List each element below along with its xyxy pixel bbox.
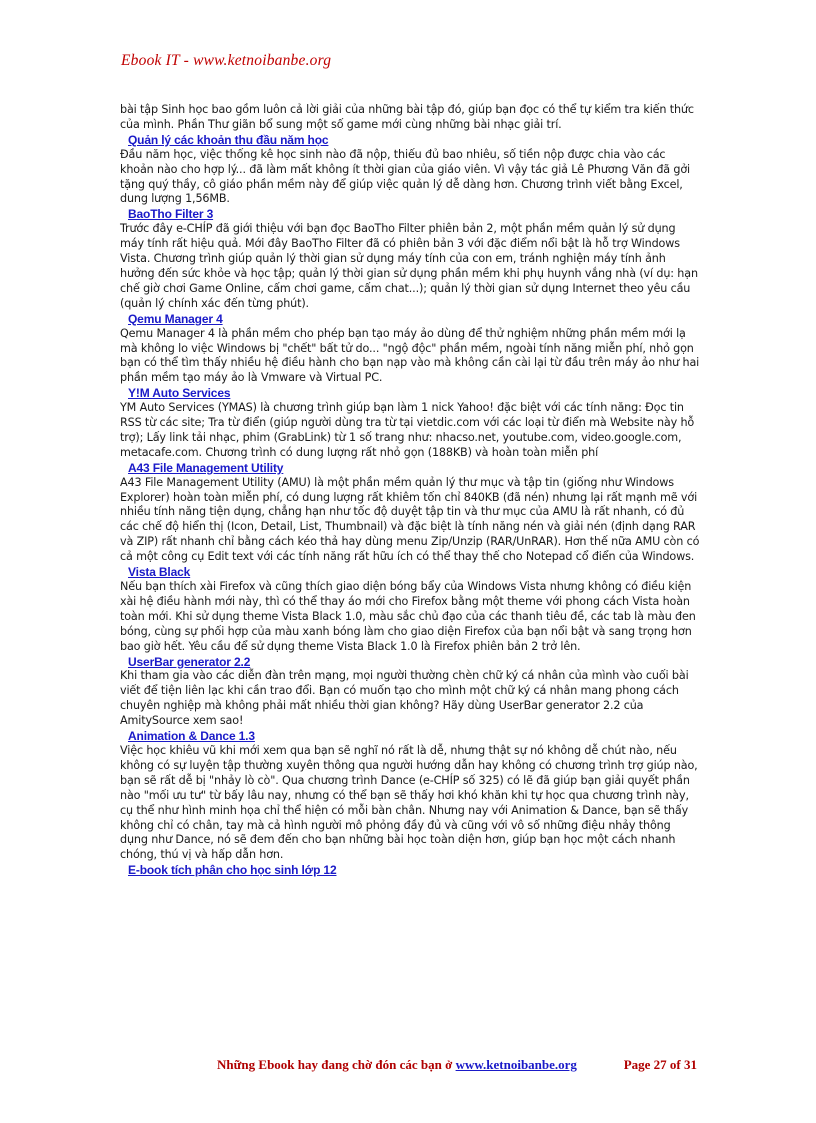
- section-title-userbar-generator[interactable]: UserBar generator 2.2: [128, 654, 251, 669]
- section-body-ym-auto-services: YM Auto Services (YMAS) là chương trình giúp bạn làm 1 nick Yahoo! đặc biệt với các tính năng: Đọc tin RSS từ các site; Tra từ điển (giúp người dùng tra từ tại vietdic.com với các loại từ điển mà Website này hỗ trợ); Lấy link tải nhạc, phim (GrabLink) từ 1 số trang như: nhacso.net, youtube.com, video.google.com, metacafe.com. Chương trình có dung lượng rất nhỏ gọn (188KB) và hoàn toàn miễn phí: [120, 401, 695, 459]
- section-body-userbar-generator: Khi tham gia vào các diễn đàn trên mạng, mọi người thường chèn chữ ký cá nhân của mình vào cuối bài viết để tiện liên lạc khi cần trao đổi. Bạn có muốn tạo cho mình một chữ ký cá nhân mang phong cách chuyên nghiệp mà không phải mất nhiều thời gian không? Hãy dùng UserBar generator 2.2 của AmitySource xem sao!: [120, 669, 689, 728]
- section-body-qemu-manager: Qemu Manager 4 là phần mềm cho phép bạn tạo máy ảo dùng để thử nghiệm những phần mềm mới lạ mà không lo việc Windows bị "chết" bất tử do... "ngộ độc" phần mềm, ngoài tính năng miễn phí, nhỏ gọn bạn có thể tìm thấy nhiều hệ điều hành cho bạn nạp vào mà không cần cài lại từ đầu trên máy ảo như hai phần mềm tạo máy ảo là Vmware và Virtual PC.: [120, 326, 700, 385]
- page-footer: [217, 1057, 697, 1073]
- section-title-vista-black[interactable]: Vista Black: [128, 565, 191, 580]
- section-title-animation-dance[interactable]: Animation & Dance 1.3: [128, 729, 255, 744]
- page-content: [120, 103, 700, 878]
- footer-text: Những Ebook hay đang chờ đón các bạn ở: [217, 1057, 456, 1072]
- section-body-a43-file-management: A43 File Management Utility (AMU) là một phần mềm quản lý thư mục và tập tin (giống như Windows Explorer) hoàn toàn miễn phí, có dung lượng rất khiêm tốn chỉ 840KB (đã nén) nhưng lại rất mạnh mẽ với nhiều tính năng tiện dụng, chẳng hạn như tốc độ duyệt tập tin và thư mục của AMU là rất nhanh, có đủ các chế độ hiển thị (Icon, Detail, List, Thumbnail) và đặc biệt là tính năng nén và giải nén (định dạng RAR và ZIP) rất nhanh chỉ bằng cách kéo thả hay dùng menu Zip/Unzip (RAR/UnRAR). Hơn thế nữa AMU còn có cả một công cụ Edit text với các tính năng rất hữu ích có thể thay thế cho Notepad cổ điển của Windows.: [120, 475, 700, 564]
- footer-link[interactable]: www.ketnoibanbe.org: [455, 1057, 577, 1072]
- intro-paragraph: bài tập Sinh học bao gồm luôn cả lời giải của những bài tập đó, giúp bạn đọc có thể tự kiểm tra kiến thức của mình. Phần Thư giãn bổ sung một số game mới cùng những bài nhạc giải trí.: [120, 103, 694, 131]
- page-header: Ebook IT - www.ketnoibanbe.org: [121, 52, 332, 69]
- section-body-animation-dance: Việc học khiêu vũ khi mới xem qua bạn sẽ nghĩ nó rất là dễ, nhưng thật sự nó không dễ chút nào, nếu không có sự luyện tập thường xuyên thông qua người hướng dẫn hay không có chương trình trợ giúp nào, bạn sẽ rất dễ bị "nhảy lò cò". Qua chương trình Dance (e-CHÍP số 325) có lẽ đã giúp bạn giải quyết phần nào "mối ưu tư" từ bấy lâu nay, nhưng có thể bạn sẽ thấy hơi khó khăn khi tự học qua chương trình này, cụ thể như hình minh họa chỉ thể hiện có mỗi bàn chân. Nhưng nay với Animation & Dance, bạn sẽ thấy không chỉ có chân, tay mà cả hình người mô phỏng đầy đủ và cũng với vô số những điệu nhảy thông dụng như Dance, nó sẽ đem đến cho bạn những bài học toàn diện hơn, giúp bạn học một cách nhanh chóng, thú vị và hấp dẫn hơn.: [120, 743, 698, 862]
- section-title-ebook-integral[interactable]: E-book tích phân cho học sinh lớp 12: [128, 863, 337, 878]
- section-title-qemu-manager[interactable]: Qemu Manager 4: [128, 311, 223, 326]
- section-title-baotho-filter[interactable]: BaoTho Filter 3: [128, 207, 214, 222]
- section-body-tuition: Đầu năm học, việc thống kê học sinh nào đã nộp, thiếu đủ bao nhiêu, số tiền nộp được chia vào các khoản nào cho hợp lý... đã làm mất không ít thời gian của giáo viên. Vì vậy tác giả Lê Phương Văn đã gởi tặng quý thầy, cô giáo phần mềm này để giúp việc quản lý dễ dàng hơn. Chương trình viết bằng Excel, dung lượng 1,56MB.: [120, 147, 690, 206]
- section-title-ym-auto-services[interactable]: Y!M Auto Services: [128, 386, 231, 401]
- section-title-a43-file-management[interactable]: A43 File Management Utility: [128, 460, 284, 475]
- section-body-vista-black: Nếu bạn thích xài Firefox và cũng thích giao diện bóng bẩy của Windows Vista nhưng không có điều kiện xài hệ điều hành mới này, thì có thể thay áo mới cho Firefox bằng một theme với phong cách Vista hoàn toàn mới. Khi sử dụng theme Vista Black 1.0, màu sắc chủ đạo của các thanh tiêu đề, các tab là màu đen bóng, cùng sự phối hợp của màu xanh bóng làm cho giao diện Firefox của bạn nổi bật và sang trọng hơn bao giờ hết. Yêu cầu để sử dụng theme Vista Black 1.0 là Firefox phiên bản 2 trở lên.: [120, 580, 696, 653]
- page-number: Page 27 of 31: [623, 1057, 697, 1072]
- section-title-tuition[interactable]: Quản lý các khoản thu đầu năm học: [128, 132, 329, 147]
- section-body-baotho-filter: Trước đây e-CHÍP đã giới thiệu với bạn đọc BaoTho Filter phiên bản 2, một phần mềm quản lý sử dụng máy tính rất hiệu quả. Mới đây BaoTho Filter đã có phiên bản 3 với đặc điểm nổi bật là hỗ trợ Windows Vista. Chương trình giúp quản lý thời gian sử dụng máy tính của con em, tránh nghiện máy tính ảnh hưởng đến sức khỏe và học tập; quản lý thời gian sử dụng phần mềm khi phụ huynh vắng nhà (ví dụ: hạn chế giờ chơi Game Online, cấm chơi game, cấm chat...); quản lý thời gian sử dụng Internet theo yêu cầu (quản lý chính xác đến từng phút).: [120, 222, 698, 310]
